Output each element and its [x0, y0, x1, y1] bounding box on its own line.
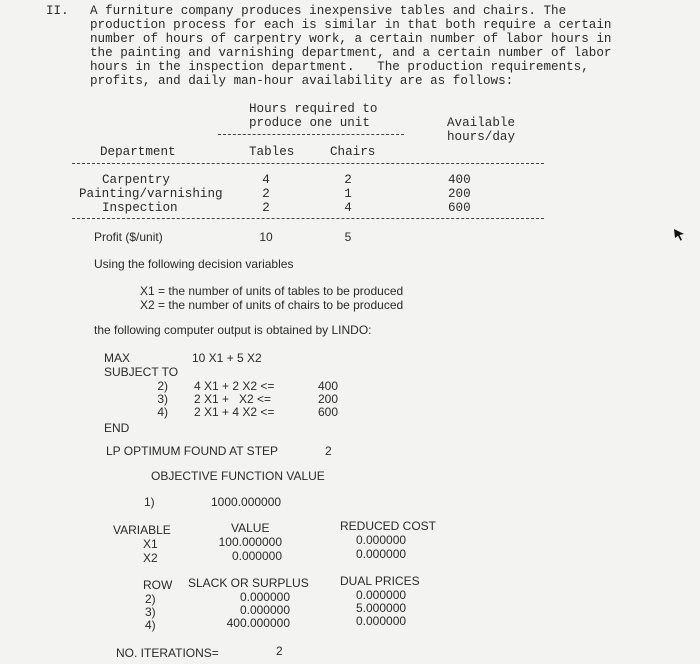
decision-intro: Using the following decision variables [94, 257, 294, 271]
decision-x2: X2 = the number of units of chairs to be produced [140, 298, 404, 312]
optimum-label: LP OPTIMUM FOUND AT STEP [106, 444, 279, 458]
row-dept: Carpentry [101, 173, 170, 187]
row-dual: 0.000000 [356, 588, 407, 602]
row-num: 2) [145, 592, 156, 606]
row-slack: 0.000000 [239, 603, 290, 617]
row-header: ROW [143, 578, 173, 592]
cursor-arrow-icon [673, 226, 687, 242]
dual-header: DUAL PRICES [340, 574, 420, 588]
iterations-label: NO. ITERATIONS= [116, 646, 219, 660]
row-tables: 2 [262, 201, 270, 215]
profit-tables: 10 [259, 230, 273, 244]
row-dept: Painting/varnishing [79, 187, 223, 201]
constraint-num: 3) [157, 392, 168, 406]
problem-number: II. [46, 4, 69, 18]
col-tables: Tables [249, 145, 295, 159]
variable-value: 100.000000 [218, 535, 282, 549]
variable-value: 0.000000 [231, 549, 282, 563]
profit-label: Profit ($/unit) [94, 230, 163, 244]
problem-line: A furniture company produces inexpensive tables and chairs. The [90, 4, 567, 18]
variable-reduced-cost: 0.000000 [356, 533, 407, 547]
subject-to: SUBJECT TO [104, 365, 179, 379]
row-tables: 2 [262, 187, 270, 201]
row-available: 400 [448, 173, 471, 187]
constraint-rhs: 600 [318, 405, 339, 419]
row-dual: 5.000000 [356, 601, 407, 615]
constraint-rhs: 400 [318, 379, 339, 393]
value-header: VALUE [231, 521, 270, 535]
constraint-expr: 4 X1 + 2 X2 <= [194, 379, 275, 393]
optimum-step: 2 [325, 444, 332, 458]
row-num: 3) [145, 605, 156, 619]
variable-name: X2 [143, 551, 158, 565]
row-dept: Inspection [102, 201, 178, 215]
row-chairs: 1 [344, 187, 352, 201]
variable-header: VARIABLE [113, 523, 171, 537]
iterations-value: 2 [276, 644, 283, 658]
col-chairs: Chairs [330, 145, 376, 159]
table-bottom-rule [72, 218, 544, 219]
problem-line: production process for each is similar in that both require a certain [90, 18, 612, 32]
row-available: 200 [448, 187, 471, 201]
variable-name: X1 [143, 537, 158, 551]
row-slack: 400.000000 [226, 616, 290, 630]
variable-reduced-cost: 0.000000 [356, 547, 407, 561]
objective-value: 1000.000000 [211, 495, 282, 509]
profit-chairs: 5 [344, 230, 352, 244]
header-divider [218, 134, 404, 135]
max-label: MAX [104, 351, 131, 365]
constraint-expr: 2 X1 + X2 <= [194, 392, 272, 406]
objective-expr: 10 X1 + 5 X2 [192, 351, 262, 365]
end-label: END [104, 421, 130, 435]
table-top-rule [72, 163, 544, 164]
problem-line: number of hours of carpentry work, a certain number of labor hours in [90, 32, 612, 46]
objective-row-num: 1) [144, 495, 155, 509]
col-department: Department [100, 145, 176, 159]
row-tables: 4 [262, 173, 270, 187]
row-slack: 0.000000 [239, 590, 290, 604]
hours-header: produce one unit [249, 116, 370, 130]
row-chairs: 2 [344, 173, 352, 187]
objective-function-label: OBJECTIVE FUNCTION VALUE [151, 469, 325, 483]
constraint-rhs: 200 [318, 392, 339, 406]
problem-line: profits, and daily man-hour availability are as follows: [90, 74, 514, 88]
row-dual: 0.000000 [356, 614, 407, 628]
available-header: hours/day [447, 130, 516, 144]
constraint-num: 4) [157, 405, 168, 419]
slack-header: SLACK OR SURPLUS [188, 576, 309, 590]
problem-line: hours in the inspection department. The production requirements, [90, 60, 589, 74]
constraint-num: 2) [157, 379, 168, 393]
hours-header: Hours required to [249, 102, 378, 116]
output-intro: the following computer output is obtained by LINDO: [94, 323, 372, 337]
row-available: 600 [448, 201, 471, 215]
problem-line: the painting and varnishing department, and a certain number of labor [90, 46, 612, 60]
constraint-expr: 2 X1 + 4 X2 <= [194, 405, 275, 419]
row-chairs: 4 [344, 201, 352, 215]
available-header: Available [447, 116, 516, 130]
decision-x1: X1 = the number of units of tables to be produced [140, 284, 404, 298]
row-num: 4) [145, 618, 156, 632]
reduced-cost-header: REDUCED COST [340, 519, 437, 533]
